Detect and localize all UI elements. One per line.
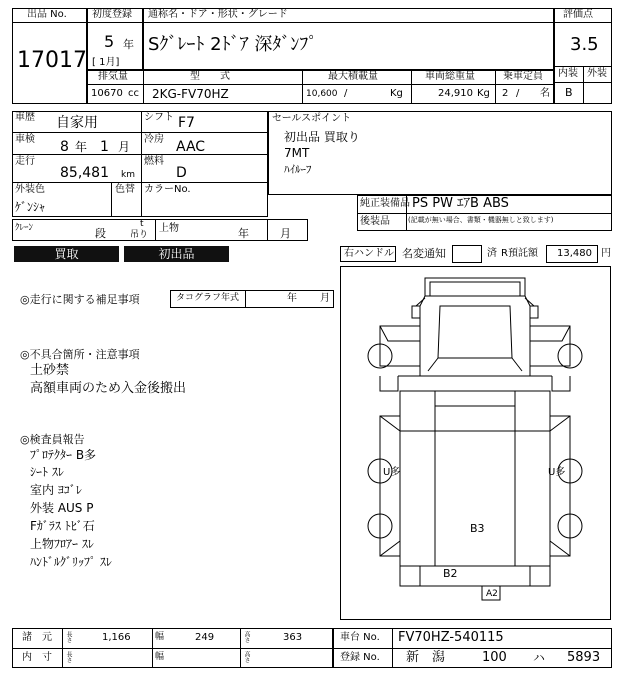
name-change-label: 名変通知 [402, 247, 446, 260]
shift-label: シフト [144, 112, 174, 123]
displacement-label: 排気量 [98, 71, 128, 82]
interior-dims-label: 内 寸 [22, 652, 52, 663]
mileage-value: 85,481 [60, 165, 109, 181]
sales-point-line-1: 初出品 買取り [284, 130, 360, 144]
max-load-kg: Kg [390, 88, 403, 99]
model-name: Sｸﾞﾚｰﾄ 2ﾄﾞｱ 深ﾀﾞﾝﾌﾟ [148, 34, 318, 55]
recycle-prefix: 済 [487, 248, 497, 259]
max-load-sep: / [344, 88, 348, 99]
recycle-label: R預託額 [501, 248, 538, 259]
crane-t: t [140, 219, 144, 229]
b2-note: B2 [443, 567, 458, 580]
recycle-unit: 円 [601, 248, 611, 259]
crane-label: ｸﾚｰﾝ [15, 223, 34, 233]
grade-value: 3.5 [570, 34, 599, 55]
capacity-sep: / [516, 88, 520, 99]
sales-point-line-3: ﾊｲﾙｰﾌ [284, 163, 312, 176]
interior-grade-label: 内装 [558, 68, 578, 79]
gross-weight-label: 車両総重量 [425, 71, 475, 82]
inspector-line-2: ｼｰﾄ ｽﾚ [30, 465, 64, 479]
a2-note: A2 [486, 589, 498, 599]
first-reg-label: 初度登録 [92, 9, 132, 20]
grade-label: 評価点 [563, 9, 593, 20]
interior-grade: B [565, 86, 573, 99]
lot-label: 出品 No. [27, 9, 67, 20]
gross-weight: 24,910 [438, 88, 473, 99]
exterior-grade-label: 外装 [587, 68, 607, 79]
crane-stage: 段 [95, 227, 106, 240]
inspection-month: 1 [100, 139, 109, 155]
ac-value: AAC [176, 139, 206, 155]
equipment-value: PS PW ｴｱB ABS [412, 196, 509, 211]
recycle-value: 13,480 [557, 248, 592, 259]
defect-line-1: 土砂禁 [30, 363, 70, 378]
mileage-label: 走行 [15, 156, 35, 167]
inspection-year: 8 [60, 139, 69, 155]
plate-label: 登録 No. [340, 652, 380, 663]
shift-value: F7 [178, 115, 195, 131]
mileage-unit: km [121, 170, 135, 180]
u-left-note: U多 [383, 467, 401, 478]
length-value: 1,166 [102, 632, 131, 643]
equipment-label: 純正装備品 [360, 198, 410, 209]
sales-point-line-2: 7MT [284, 146, 310, 160]
chassis-label: 車台 No. [340, 632, 380, 643]
length-label: 長さ [65, 631, 72, 643]
color-change-label: 色替 [115, 184, 135, 195]
name-change-box [452, 245, 482, 263]
buy-bar: 買取 [14, 246, 119, 262]
details-box [12, 111, 268, 217]
plate-number: 5893 [567, 650, 601, 665]
tacho-label: タコグラフ年式 [176, 293, 240, 303]
displacement: 10670 [91, 88, 123, 99]
fuel-label: 燃料 [144, 156, 164, 167]
model-name-label: 通称名・ドア・形状・グレード [148, 9, 288, 20]
height-label: 高さ [243, 631, 250, 643]
inspector-line-1: ﾌﾟﾛﾃｸﾀｰ B多 [30, 448, 97, 462]
model-code: 2KG-FV70HZ [152, 87, 229, 101]
deck-label: 上物 [159, 223, 179, 234]
tacho-month: 月 [320, 293, 330, 304]
fuel-value: D [176, 165, 187, 181]
first-reg-month: [ 1月] [92, 57, 120, 68]
history-label: 車歴 [15, 112, 35, 123]
in-width-label: 幅 [155, 652, 165, 662]
specs-footer-label: 諸 元 [22, 632, 52, 643]
ext-color-value: ｹﾞﾝｼｬ [15, 200, 46, 214]
max-load: 10,600 [306, 89, 338, 99]
first-reg-year-unit: 年 [123, 38, 134, 51]
aftermarket-note: (記載が無い場合、書類・機器無しと致します) [408, 216, 554, 224]
capacity-unit: 名 [540, 88, 550, 99]
crane-lift: 吊り [130, 230, 149, 240]
width-value: 249 [195, 632, 215, 643]
ac-label: 冷房 [144, 134, 164, 145]
displacement-unit: cc [128, 88, 139, 99]
height-value: 363 [283, 632, 303, 643]
width-label: 幅 [155, 632, 165, 642]
inspector-line-6: 上物ﾌﾛｱｰ ｽﾚ [30, 537, 94, 551]
truck-diagram-icon [340, 266, 611, 620]
inspection-label: 車検 [15, 134, 35, 145]
lot-number: 17017 [17, 48, 87, 73]
capacity: 2 [502, 88, 509, 99]
inspection-year-unit: 年 [75, 140, 88, 154]
color-no-label: カラーNo. [144, 184, 191, 195]
deck-year: 年 [238, 227, 249, 240]
gross-weight-unit: Kg [477, 88, 490, 99]
ext-color-label: 外装色 [15, 184, 45, 195]
b3-note: B3 [470, 522, 485, 535]
capacity-label: 乗車定員 [503, 71, 543, 82]
plate-class: 100 [482, 650, 507, 665]
driving-notes-label: ◎走行に関する補足事項 [20, 293, 140, 306]
handle-value: 右ハンドル [344, 248, 394, 259]
first-reg-year: 5 [104, 32, 115, 51]
inspector-line-4: 外装 AUS P [30, 501, 94, 515]
max-load-label: 最大積載量 [328, 71, 378, 82]
plate-kana: ハ [533, 651, 546, 665]
deck-month: 月 [280, 227, 291, 240]
inspection-month-unit: 月 [118, 140, 131, 154]
history-value: 自家用 [56, 115, 98, 131]
tacho-year: 年 [287, 293, 297, 304]
inspector-line-7: ﾊﾝﾄﾞﾙｸﾞﾘｯﾌﾟ ｽﾚ [30, 555, 112, 569]
inspector-line-3: 室内 ﾖｺﾞﾚ [30, 483, 82, 497]
aftermarket-label: 後装品 [360, 216, 390, 227]
defects-label: ◎不具合箇所・注意事項 [20, 348, 140, 361]
inspector-label: ◎検査員報告 [20, 433, 85, 446]
u-right-note: U多 [548, 467, 566, 478]
first-listing-bar: 初出品 [124, 246, 229, 262]
chassis-value: FV70HZ-540115 [398, 630, 504, 645]
in-length-label: 長さ [65, 651, 72, 663]
defect-line-2: 高額車両のため入金後搬出 [30, 381, 187, 396]
inspector-line-5: Fｶﾞﾗｽ ﾄﾋﾞ石 [30, 519, 95, 533]
sales-point-label: セールスポイント [272, 113, 352, 124]
plate-region: 新 潟 [406, 650, 446, 665]
model-code-label: 型 式 [190, 71, 230, 82]
in-height-label: 高さ [243, 651, 250, 663]
